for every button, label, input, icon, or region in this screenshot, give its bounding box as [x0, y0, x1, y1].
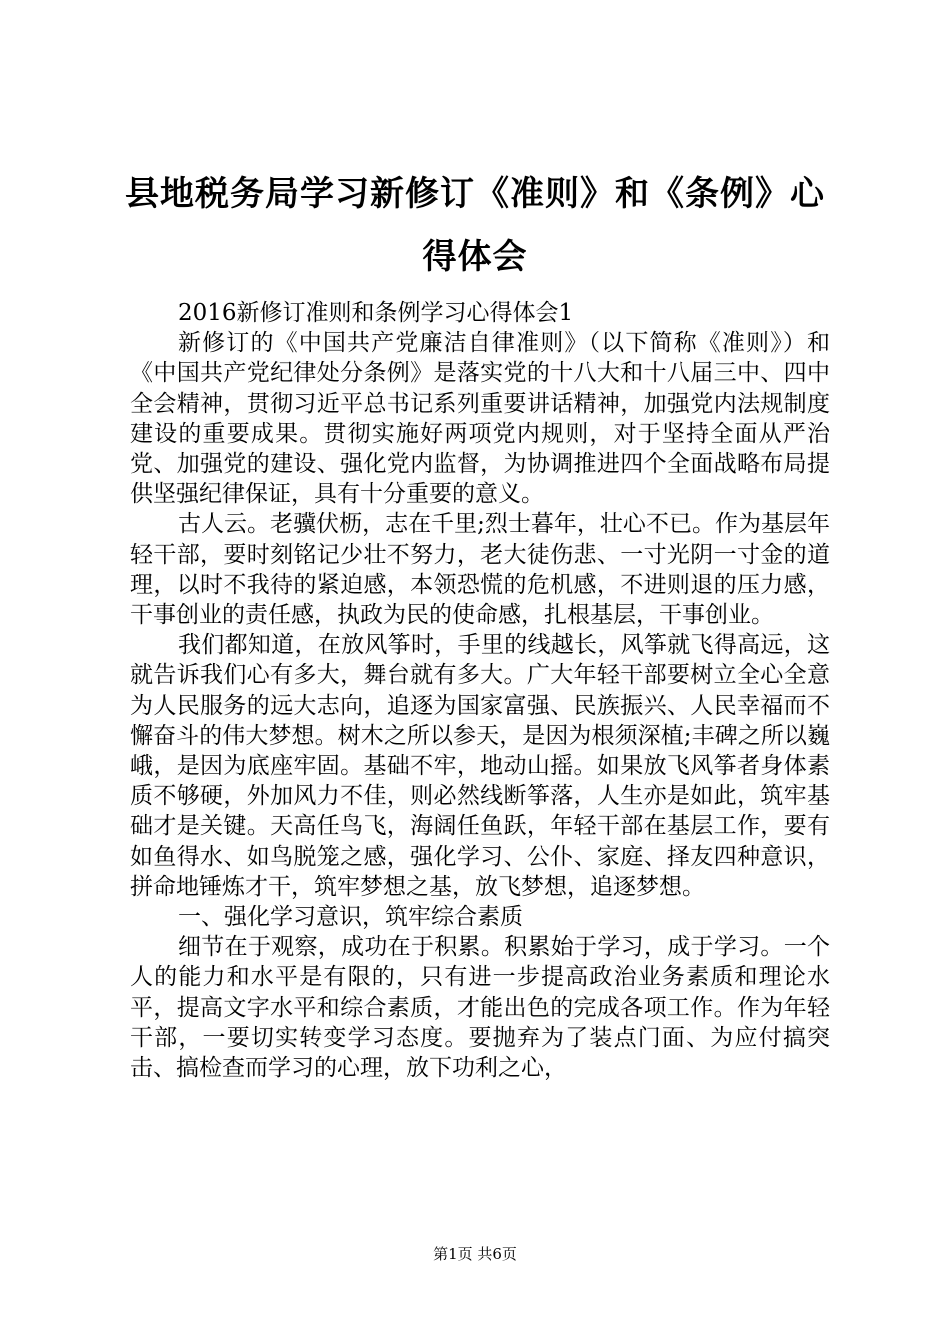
document-title: 县地税务局学习新修订《准则》和《条例》心得体会	[125, 174, 825, 277]
page-footer: 第1页 共6页	[433, 1245, 517, 1263]
document-body	[130, 298, 830, 1083]
body-paragraph: 新修订的《中国共产党廉洁自律准则》（以下简称《准则》）和《中国共产党纪律处分条例》是落实党的十八大和十八届三中、四中全会精神，贯彻习近平总书记系列重要讲话精神，加强党内法规制度建设的重要成果。贯彻实施好两项党内规则，对于坚持全面从严治党、加强党的建设、强化党内监督，为协调推进四个全面战略布局提供坚强纪律保证，具有十分重要的意义。	[130, 330, 830, 508]
body-paragraph: 我们都知道，在放风筝时，手里的线越长，风筝就飞得高远，这就告诉我们心有多大，舞台就有多大。广大年轻干部要树立全心全意为人民服务的远大志向，追逐为国家富强、民族振兴、人民幸福而不懈奋斗的伟大梦想。树木之所以参天，是因为根须深植;丰碑之所以巍峨，是因为底座牢固。基础不牢，地动山摇。如果放飞风筝者身体素质不够硬，外加风力不佳，则必然线断筝落，人生亦是如此，筑牢基础才是关键。天高任鸟飞，海阔任鱼跃，年轻干部在基层工作，要有如鱼得水、如鸟脱笼之感，强化学习、公仆、家庭、择友四种意识，拼命地锤炼才干，筑牢梦想之基，放飞梦想，追逐梦想。	[130, 632, 830, 900]
subtitle-paragraph: 2016新修订准则和条例学习心得体会1	[178, 300, 574, 326]
body-paragraph: 细节在于观察，成功在于积累。积累始于学习，成于学习。一个人的能力和水平是有限的，只有进一步提高政治业务素质和理论水平，提高文字水平和综合素质，才能出色的完成各项工作。作为年轻干部，一要切实转变学习态度。要抛弃为了装点门面、为应付搞突击、搞检查而学习的心理，放下功利之心，	[130, 934, 830, 1082]
section-heading: 一、强化学习意识，筑牢综合素质	[178, 904, 523, 931]
body-paragraph: 古人云。老骥伏枥，志在千里;烈士暮年，壮心不已。作为基层年轻干部，要时刻铭记少壮不努力，老大徒伤悲、一寸光阴一寸金的道理，以时不我待的紧迫感，本领恐慌的危机感，不进则退的压力感，干事创业的责任感，执政为民的使命感，扎根基层，干事创业。	[130, 511, 830, 629]
